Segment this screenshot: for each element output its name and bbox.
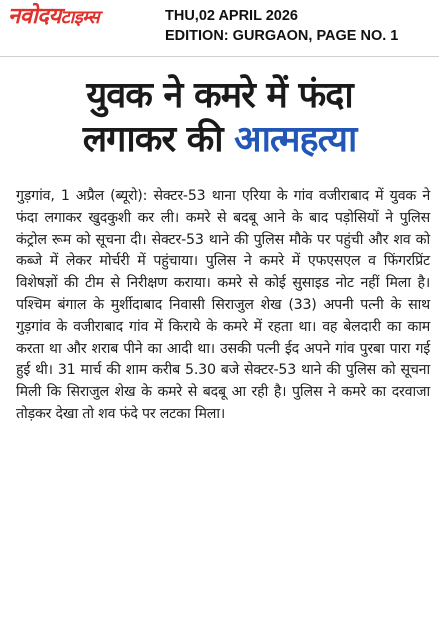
newspaper-logo xyxy=(8,4,99,31)
issue-date: THU,02 APRIL 2026 xyxy=(165,8,298,24)
headline-line-1: युवक ने कमरे में फंदा xyxy=(86,75,353,116)
headline-accent-word: आत्महत्या xyxy=(234,119,357,160)
headline-line-2-prefix: लगाकर की xyxy=(82,119,235,160)
edition-line: EDITION: GURGAON, PAGE NO. 1 xyxy=(165,28,399,44)
logo-sub: टाइम्स xyxy=(60,7,100,28)
article-headline xyxy=(0,74,439,162)
logo-main: नवोदय xyxy=(8,4,61,29)
headline-line-2 xyxy=(0,118,439,162)
article-body: गुड़गांव, 1 अप्रैल (ब्यूरो): सेक्टर-53 थाना एरिया के गांव वजीराबाद में युवक ने फंदा लगाकर खुदकुशी कर ली। कमरे से बदबू आने के बाद पड़ोसियों ने पुलिस कंट्रोल रूम को सूचना दी। सेक्टर-53 थाने की पुलिस मौके पर पहुंची और शव को कब्जे में लेकर मोर्चरी में पहुंचाया। पुलिस ने कमरे में एफएसएल व फिंगरप्रिंट विशेषज्ञों की टीम से निरीक्षण कराया। कमरे से कोई सुसाइड नोट नहीं मिला है। पश्चिम बंगाल के मुर्शीदाबाद निवासी सिराजुल शेख (33) अपनी पत्नी के साथ गुड़गांव के वजीराबाद गांव में किराये के कमरे में रहता था। वह बेलदारी का काम करता था और शराब पीने का आदी था। उसकी पत्नी ईद अपने गांव पुरबा पारा गई हुई थी। 31 मार्च की शाम करीब 5.30 बजे सेक्टर-53 थाने की पुलिस को सूचना मिली कि सिराजुल शेख के कमरे से बदबू आ रही है। पुलिस ने कमरे का दरवाजा तोड़कर देखा तो शव फंदे पर लटका मिला। xyxy=(16,188,430,422)
masthead xyxy=(0,0,439,57)
edition-info xyxy=(165,6,398,46)
